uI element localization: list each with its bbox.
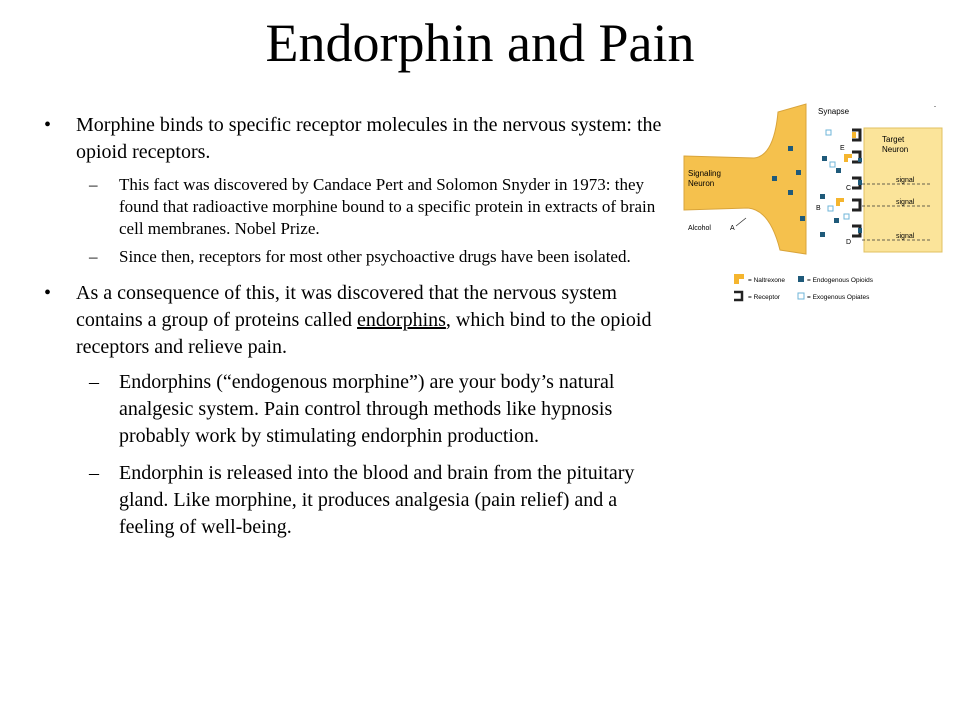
exogenous-opiate-icon xyxy=(828,206,833,211)
sub-bullet-pituitary xyxy=(44,460,664,541)
sub-bullet-pert-snyder xyxy=(44,174,664,240)
endorphins-term: endorphins xyxy=(357,309,446,331)
bullet-marker: • xyxy=(44,114,52,136)
bullet-opioid-receptors xyxy=(44,112,664,166)
sub-bullet-text: This fact was discovered by Candace Pert and Solomon Snyder in 1973: they found that radioactive morphine bound to a specific protein in extracts of brain cell membranes. Nobel Prize. xyxy=(119,175,656,238)
sub-bullet-other-receptors xyxy=(44,246,664,268)
endogenous-opioid-icon xyxy=(796,170,801,175)
endogenous-opioid-icon xyxy=(858,180,862,185)
endogenous-opioid-icon xyxy=(788,146,793,151)
naltrexone-icon xyxy=(836,198,844,206)
sub-bullet-text: Endorphin is released into the blood and brain from the pituitary gland. Like morphine, it produces analgesia (pain relief) and a feeling of well-being. xyxy=(119,462,635,538)
endogenous-opioid-icon xyxy=(800,216,805,221)
legend-receptor-label: = Receptor xyxy=(748,294,780,301)
endogenous-opioid-icon xyxy=(858,228,862,233)
legend-naltrexone-icon xyxy=(734,274,744,284)
legend-receptor-icon xyxy=(734,292,742,300)
legend-exogenous-label: = Exogenous Opiates xyxy=(807,294,870,301)
sub-bullet-natural-analgesic xyxy=(44,369,664,450)
bullet-endorphins xyxy=(44,280,664,361)
signal-label: signal xyxy=(896,233,915,240)
exogenous-opiate-icon xyxy=(844,214,849,219)
endogenous-opioid-icon xyxy=(820,194,825,199)
legend-endogenous-label: = Endogenous Opioids xyxy=(807,277,873,284)
bullet-marker: • xyxy=(44,282,52,304)
legend-endogenous-icon xyxy=(798,276,804,282)
endogenous-opioid-icon xyxy=(772,176,777,181)
bullet-text-after: , which bind to the opioid receptors and relieve pain. xyxy=(76,309,652,358)
slide-body xyxy=(44,112,664,551)
alcohol-arrow xyxy=(736,218,746,226)
receptor-icon xyxy=(852,200,860,210)
corner-mark: . xyxy=(934,100,936,109)
dash-marker: – xyxy=(89,175,98,194)
endogenous-opioid-icon xyxy=(834,218,839,223)
exogenous-opiate-icon xyxy=(830,162,835,167)
bullet-text: Morphine binds to specific receptor molecules in the nervous system: the opioid receptors. xyxy=(76,114,662,163)
figure-legend xyxy=(734,274,874,301)
label-a: A xyxy=(730,225,735,232)
page-title: Endorphin and Pain xyxy=(265,13,695,73)
endogenous-opioid-icon xyxy=(858,158,862,162)
dash-marker: – xyxy=(89,371,99,393)
legend-naltrexone-label: = Naltrexone xyxy=(748,277,786,284)
bullet-text-before: As a consequence of this, it was discovered that the nervous system contains a group of proteins called xyxy=(76,282,617,331)
dash-marker: – xyxy=(89,462,99,484)
target-label-2: Neuron xyxy=(882,145,909,154)
endogenous-opioid-icon xyxy=(822,156,827,161)
label-d: D xyxy=(846,239,852,246)
label-c: C xyxy=(846,185,852,192)
endogenous-opioid-icon xyxy=(820,232,825,237)
signal-label: signal xyxy=(896,177,915,184)
synapse-diagram xyxy=(676,98,946,312)
endogenous-opioid-icon xyxy=(788,190,793,195)
legend-exogenous-icon xyxy=(798,293,804,299)
sub-bullet-text: Endorphins (“endogenous morphine”) are your body’s natural analgesic system. Pain control through methods like hypnosis probably work by stimulating endorphin production. xyxy=(119,371,615,447)
dash-marker: – xyxy=(89,247,98,266)
sub-bullet-text: Since then, receptors for most other psychoactive drugs have been isolated. xyxy=(119,247,631,266)
signal-label: signal xyxy=(896,199,915,206)
signaling-label-2: Neuron xyxy=(688,179,715,188)
target-label-1: Target xyxy=(882,135,905,144)
label-e: E xyxy=(840,145,845,152)
label-b: B xyxy=(816,205,821,212)
synapse-label: Synapse xyxy=(818,107,850,116)
exogenous-opiate-icon xyxy=(826,130,831,135)
naltrexone-icon xyxy=(844,154,852,162)
signaling-label-1: Signaling xyxy=(688,169,721,178)
endogenous-opioid-icon xyxy=(836,168,841,173)
naltrexone-icon xyxy=(852,132,856,138)
alcohol-label: Alcohol xyxy=(688,225,711,232)
